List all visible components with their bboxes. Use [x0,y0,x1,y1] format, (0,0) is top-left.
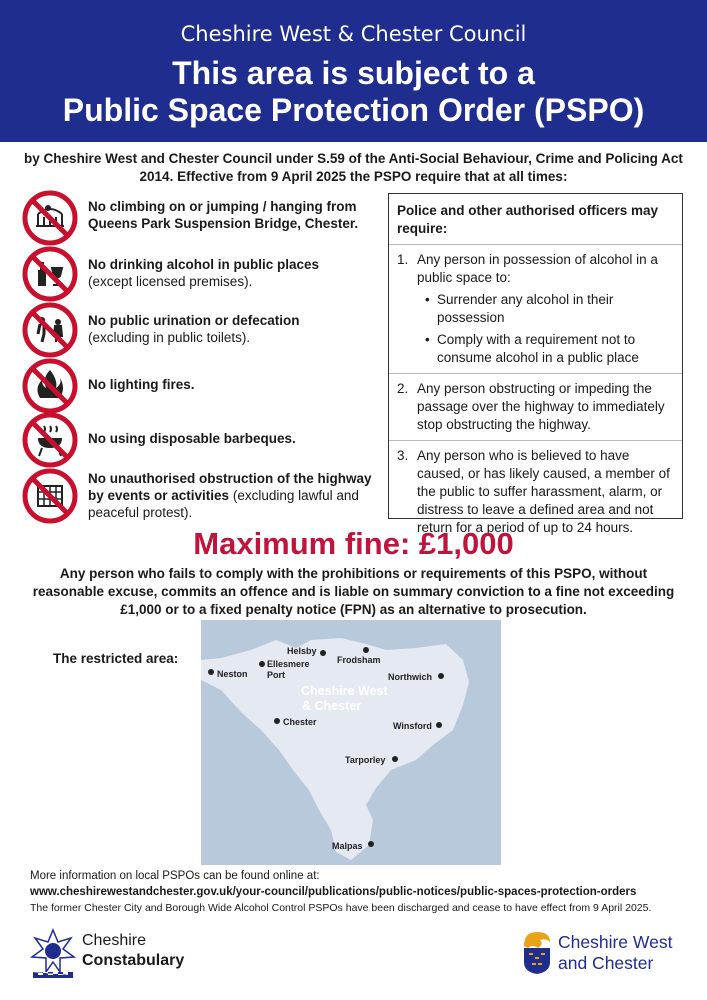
prohibition-item [22,190,382,246]
svg-text:Chester: Chester [283,717,317,727]
prohibition-bold: No lighting fires. [88,377,195,392]
divider [389,440,682,441]
restricted-area-label: The restricted area: [53,651,179,666]
no-fires-icon [22,358,78,414]
cheshire-constabulary-logo [30,928,190,978]
police-name-line-2: Constabulary [82,952,185,969]
officers-heading: Police and other authorised officers may require: [397,203,659,236]
no-obstruction-icon [22,468,78,524]
divider [389,373,682,374]
officer-power-item [397,447,674,537]
prohibition-bold: No drinking alcohol in public places [88,257,320,272]
area-name-line-2: & Chester [302,699,362,713]
svg-text:Ellesmere: Ellesmere [267,659,310,669]
intro-text: by Cheshire West and Chester Council under S.59 of the Anti-Social Behaviour, Crime and Policing Act 2014. Effective from 9 April 2025 the PSPO require that at all times: [24,151,683,184]
discharge-notice: The former Chester City and Borough Wide Alcohol Control PSPOs have been discharged and cease to have effect from 9 April 2025. [30,902,652,914]
fine-description: Any person who fails to comply with the prohibitions or requirements of this PSPO, without reasonable excuse, commits an offence and is liable on summary conviction to a fine not exceeding £1,000 or to a fixed penalty notice (FPN) as an alternative to prosecution. [32,566,675,617]
council-name-line-1: Cheshire West [558,932,673,952]
svg-text:Frodsham: Frodsham [337,655,381,665]
title-line-1: This area is subject to a [172,55,535,91]
bullet-item: • Comply with a requirement not to consume alcohol in a public place [425,331,674,367]
prohibition-bold: No climbing on or jumping / hanging from Queens Park Suspension Bridge, Chester. [88,199,359,231]
item-number: 1. [397,252,409,267]
prohibition-note: (excluding in public toilets). [88,330,251,345]
svg-text:Northwich: Northwich [388,672,432,682]
item-text: Any person obstructing or impeding the passage over the highway to immediately stop obstructing the highway. [417,381,665,432]
maximum-fine-heading: Maximum fine: £1,000 [193,526,514,561]
item-number: 2. [397,381,409,396]
header-banner [0,0,707,142]
svg-text:Winsford: Winsford [393,721,432,731]
council-crest-icon [520,928,554,974]
svg-text:Port: Port [267,670,285,680]
item-text: Any person who is believed to have caused, or has likely caused, a member of the public to suffer harassment, alarm, or distress to leave a defined area and not return for a period of up to 24 hours. [417,448,670,535]
divider [389,244,682,245]
police-name-line-1: Cheshire [82,932,147,949]
bullet-item: • Surrender any alcohol in their possession [425,291,674,327]
svg-text:Helsby: Helsby [287,646,317,656]
map-graphic [201,620,501,865]
area-name-line-1: Cheshire West [301,684,388,698]
officer-power-item [397,380,674,434]
no-alcohol-icon [22,246,78,302]
svg-text:Neston: Neston [217,669,248,679]
title-line-2: Public Space Protection Order (PSPO) [62,92,645,128]
cheshire-west-and-chester-logo [520,928,690,978]
prohibition-item [22,246,382,302]
no-climbing-bridge-icon [22,190,78,246]
prohibition-item [22,468,382,524]
officers-powers-box [388,193,683,535]
prohibition-item [22,302,382,358]
prohibition-item [22,358,382,414]
prohibition-bold: No unauthorised obstruction of the highway by events or activities [88,471,372,503]
prohibition-note: (except licensed premises). [88,274,253,289]
prohibition-item [22,412,382,468]
more-information [30,868,690,916]
prohibition-bold: No using disposable barbeques. [88,431,296,446]
svg-text:Tarporley: Tarporley [345,755,386,765]
council-name-line-2: and Chester [558,953,654,973]
prohibition-bold: No public urination or defecation [88,313,300,328]
svg-text:Malpas: Malpas [332,841,363,851]
item-number: 3. [397,448,409,463]
page-title [0,55,707,129]
no-urination-icon [22,302,78,358]
no-barbeque-icon [22,412,78,468]
item-text: Any person in possession of alcohol in a public space to: [417,252,658,285]
info-line: More information on local PSPOs can be found online at: [30,870,320,882]
officer-power-item [397,251,674,367]
police-star-badge-icon [30,928,76,978]
council-name: Cheshire West & Chester Council [180,22,527,46]
prohibition-note: (excluding lawful and peaceful protest). [88,488,359,520]
info-url-link[interactable]: www.cheshirewestandchester.gov.uk/your-council/publications/public-notices/public-spaces-protection-orders [30,886,637,898]
restricted-area-map [201,620,501,865]
